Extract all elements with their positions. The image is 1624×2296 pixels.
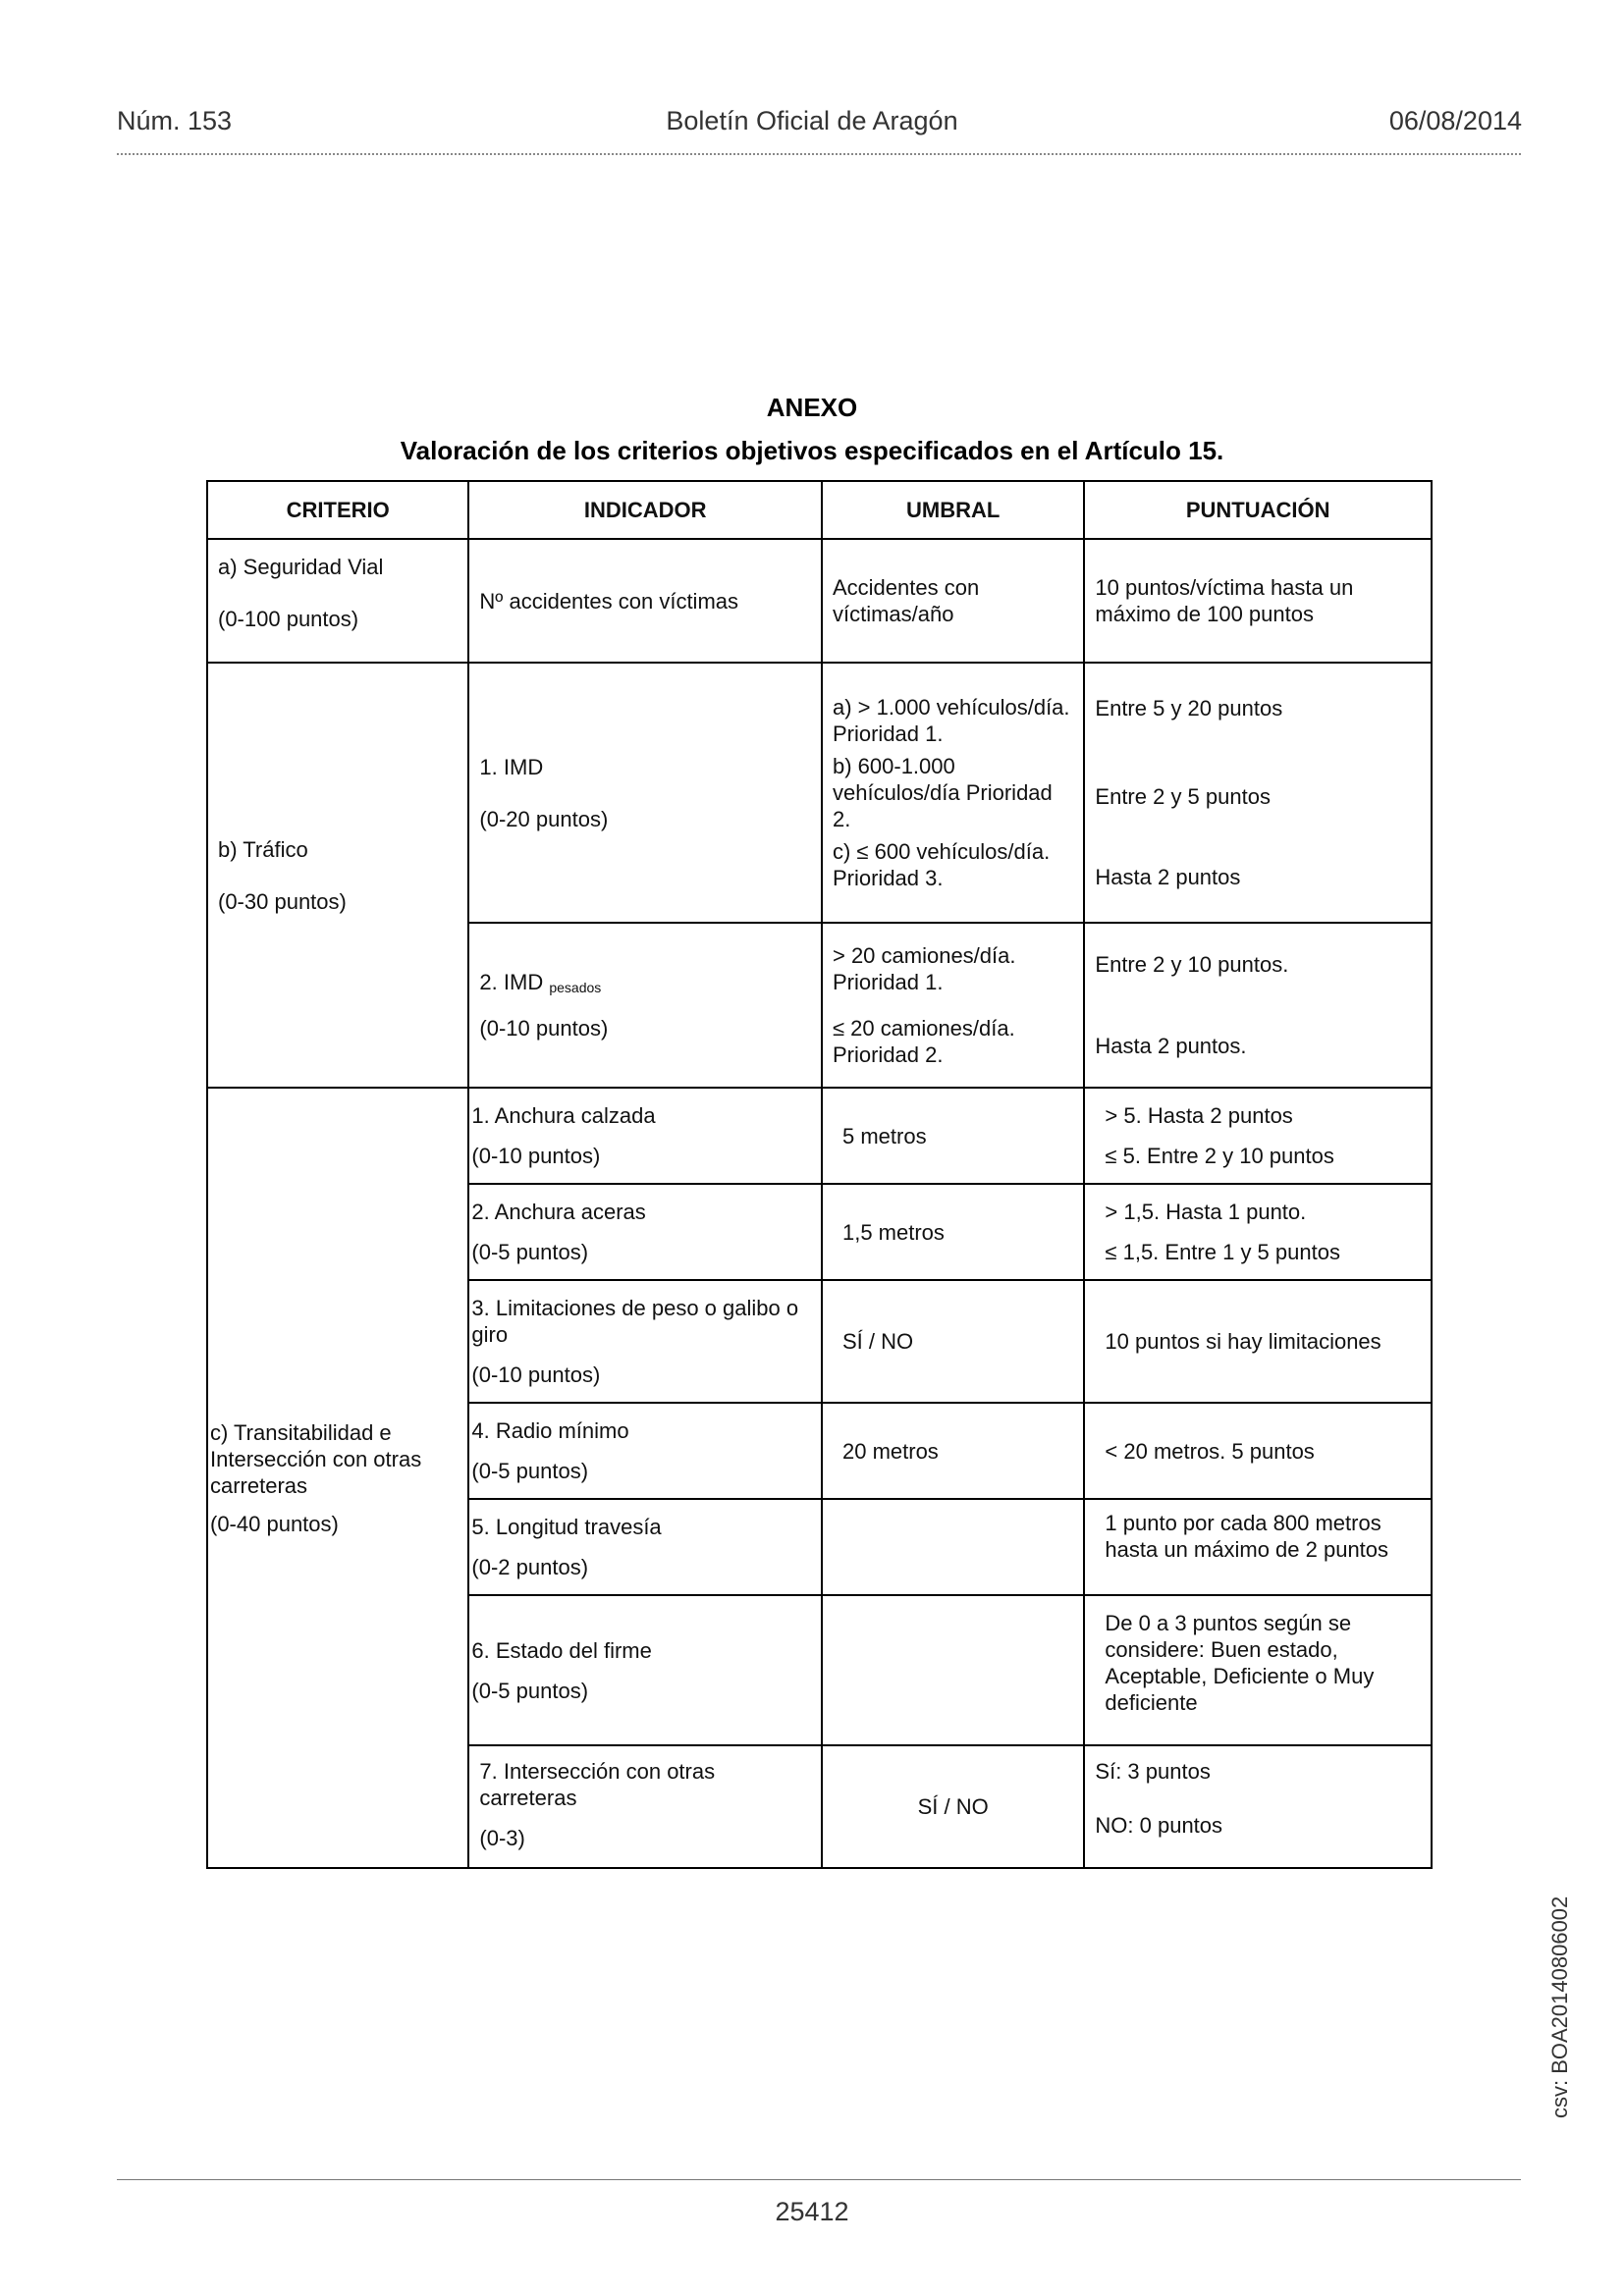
puntuacion-cell: 1 punto por cada 800 metros hasta un máximo de 2 puntos	[1084, 1499, 1432, 1595]
puntuacion-cell: 10 puntos si hay limitaciones	[1084, 1280, 1432, 1403]
csv-code: csv: BOA20140806002	[1547, 1896, 1572, 2118]
indicador-cell	[468, 1745, 822, 1868]
umbral-cell	[822, 1595, 1084, 1745]
puntuacion-cell: < 20 metros. 5 puntos	[1084, 1403, 1432, 1499]
criterio-label: a) Seguridad Vial	[218, 555, 384, 579]
indicador-range: (0-2 puntos)	[471, 1555, 589, 1579]
indicador-cell	[468, 923, 822, 1088]
criterio-cell	[207, 1088, 468, 1868]
indicador-cell	[468, 1403, 822, 1499]
indicador-cell	[468, 1088, 822, 1184]
puntuacion-cell	[1084, 1088, 1432, 1184]
puntuacion-item: NO: 0 puntos	[1095, 1813, 1223, 1838]
puntuacion-item: > 5. Hasta 2 puntos	[1105, 1103, 1293, 1128]
puntuacion-item: Hasta 2 puntos	[1095, 865, 1241, 889]
puntuacion-cell	[1084, 1184, 1432, 1280]
puntuacion-cell	[1084, 663, 1432, 923]
header-publication: Boletín Oficial de Aragón	[666, 106, 958, 135]
criterio-label: c) Transitabilidad e Intersección con otras carreteras	[210, 1419, 422, 1498]
umbral-cell	[822, 923, 1084, 1088]
criterio-range: (0-40 puntos)	[210, 1511, 339, 1536]
umbral-cell: 20 metros	[822, 1403, 1084, 1499]
indicador-range: (0-10 puntos)	[471, 1144, 601, 1168]
umbral-item: c) ≤ 600 vehículos/día. Prioridad 3.	[832, 839, 1051, 890]
indicador-cell	[468, 1280, 822, 1403]
umbral-cell: Accidentes con víctimas/año	[822, 539, 1084, 663]
page-number: 25412	[775, 2197, 849, 2226]
indicador-range: (0-10 puntos)	[471, 1362, 601, 1387]
criterio-cell	[207, 539, 468, 663]
indicador-subscript: pesados	[549, 980, 602, 995]
puntuacion-cell: De 0 a 3 puntos según se considere: Buen estado, Aceptable, Deficiente o Muy deficiente	[1084, 1595, 1432, 1745]
indicador-label: 5. Longitud travesía	[471, 1515, 662, 1539]
puntuacion-item: Entre 5 y 20 puntos	[1095, 696, 1283, 721]
umbral-cell: 1,5 metros	[822, 1184, 1084, 1280]
umbral-item: ≤ 20 camiones/día. Prioridad 2.	[832, 1016, 1015, 1067]
indicador-cell	[468, 1499, 822, 1595]
criterio-range: (0-30 puntos)	[218, 888, 347, 914]
indicador-label: 6. Estado del firme	[471, 1637, 652, 1663]
indicador-range: (0-5 puntos)	[471, 1240, 589, 1264]
indicador-label: 7. Intersección con otras carreteras	[479, 1759, 716, 1810]
footer-divider	[117, 2179, 1521, 2180]
indicador-cell	[468, 1595, 822, 1745]
puntuacion-item: Entre 2 y 10 puntos.	[1095, 952, 1289, 977]
indicador-cell: Nº accidentes con víctimas	[468, 539, 822, 663]
umbral-cell: SÍ / NO	[822, 1745, 1084, 1868]
puntuacion-cell	[1084, 923, 1432, 1088]
umbral-cell: 5 metros	[822, 1088, 1084, 1184]
criterio-label: b) Tráfico	[218, 836, 308, 862]
criteria-table	[206, 480, 1433, 1869]
puntuacion-cell: 10 puntos/víctima hasta un máximo de 100 puntos	[1084, 539, 1432, 663]
umbral-cell: SÍ / NO	[822, 1280, 1084, 1403]
indicador-label: 1. Anchura calzada	[471, 1103, 656, 1128]
table-row	[207, 539, 1432, 663]
indicador-range: (0-5 puntos)	[471, 1459, 589, 1483]
header-issue: Núm. 153	[117, 106, 233, 135]
annex-title: ANEXO	[766, 393, 858, 422]
indicador-cell	[468, 663, 822, 923]
puntuacion-item: Hasta 2 puntos.	[1095, 1034, 1247, 1058]
header-divider	[117, 153, 1521, 155]
indicador-label: 2. Anchura aceras	[471, 1200, 646, 1224]
umbral-cell	[822, 1499, 1084, 1595]
header-umbral: UMBRAL	[822, 481, 1084, 539]
puntuacion-item: ≤ 1,5. Entre 1 y 5 puntos	[1105, 1240, 1340, 1264]
annex-subtitle: Valoración de los criterios objetivos especificados en el Artículo 15.	[400, 436, 1224, 465]
indicador-label: 4. Radio mínimo	[471, 1418, 629, 1443]
header-puntuacion: PUNTUACIÓN	[1084, 481, 1432, 539]
header-criterio: CRITERIO	[207, 481, 468, 539]
puntuacion-item: > 1,5. Hasta 1 punto.	[1105, 1200, 1307, 1224]
indicador-range: (0-10 puntos)	[479, 1016, 609, 1041]
indicador-range: (0-20 puntos)	[479, 806, 609, 831]
header-date: 06/08/2014	[1388, 106, 1522, 135]
umbral-cell	[822, 663, 1084, 923]
table-header-row	[207, 481, 1432, 539]
indicador-label: 2. IMD $_{pesados}$	[479, 970, 602, 995]
indicador-label: 3. Limitaciones de peso o galibo o giro	[471, 1296, 799, 1347]
puntuacion-item: Entre 2 y 5 puntos	[1095, 784, 1271, 809]
indicador-cell	[468, 1184, 822, 1280]
umbral-item: > 20 camiones/día. Prioridad 1.	[832, 943, 1016, 994]
puntuacion-cell	[1084, 1745, 1432, 1868]
umbral-item: b) 600-1.000 vehículos/día Prioridad 2.	[832, 754, 1053, 831]
criterio-range: (0-100 puntos)	[218, 607, 359, 631]
puntuacion-item: ≤ 5. Entre 2 y 10 puntos	[1105, 1144, 1334, 1168]
table-row	[207, 1088, 1432, 1184]
indicador-label: 1. IMD	[479, 754, 544, 779]
umbral-item: a) > 1.000 vehículos/día. Prioridad 1.	[832, 695, 1070, 746]
indicador-range: (0-3)	[479, 1826, 525, 1850]
puntuacion-item: Sí: 3 puntos	[1095, 1759, 1211, 1784]
indicador-range: (0-5 puntos)	[471, 1678, 589, 1703]
table-row	[207, 663, 1432, 923]
header-indicador: INDICADOR	[468, 481, 822, 539]
criterio-cell	[207, 663, 468, 1088]
